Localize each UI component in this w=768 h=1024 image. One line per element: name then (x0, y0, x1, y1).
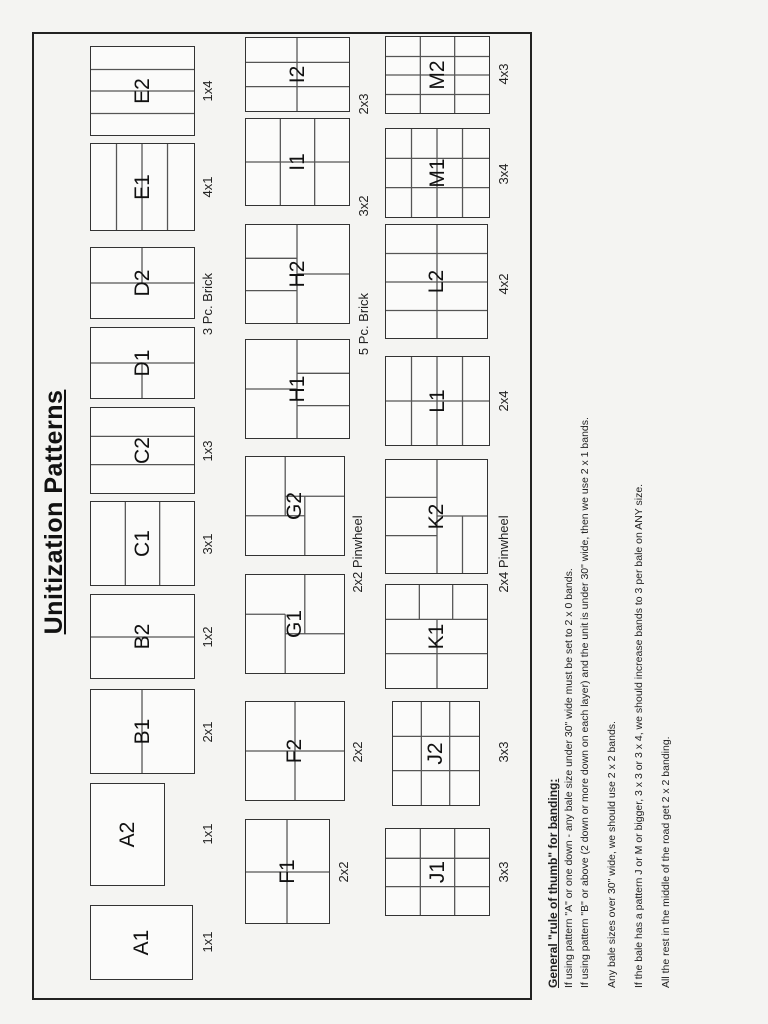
pattern-label: 2x2 (350, 741, 365, 763)
pattern-code: H1 (285, 375, 309, 403)
pattern-i1 (245, 118, 350, 206)
pattern-code: K1 (424, 623, 448, 650)
pattern-label: 1x2 (200, 626, 215, 648)
pattern-i2 (245, 37, 350, 112)
pattern-code: B1 (130, 718, 154, 745)
pattern-code: A1 (129, 929, 153, 956)
pattern-a2 (90, 783, 165, 886)
pattern-label: 3x3 (496, 741, 511, 763)
pattern-m2 (385, 36, 490, 114)
pattern-code: K2 (424, 503, 448, 530)
pattern-e1 (90, 143, 195, 231)
pattern-k1 (385, 584, 488, 689)
notes-line: If using pattern "B" or above (2 down or more down on each layer) and the unit is under 30" wide, then we use 2 x 1 bands. (578, 417, 591, 988)
notes-heading: General "rule of thumb" for banding: (546, 778, 560, 988)
pattern-label: 1x4 (200, 80, 215, 102)
pattern-code: C1 (130, 530, 154, 557)
pattern-code: L1 (425, 389, 449, 413)
pattern-label: 2x2 Pinwheel (350, 515, 365, 593)
pattern-k2 (385, 459, 488, 574)
pattern-code: I2 (285, 65, 309, 84)
pattern-code: L2 (424, 269, 448, 294)
pattern-m1 (385, 128, 490, 218)
pattern-j1 (385, 828, 490, 916)
pattern-j2 (392, 701, 480, 806)
banding-notes (545, 28, 674, 988)
pattern-label: 4x1 (200, 176, 215, 198)
pattern-code: C2 (130, 437, 154, 464)
pattern-label: 4x2 (496, 273, 511, 295)
pattern-b1 (90, 689, 195, 774)
pattern-code: D1 (130, 349, 154, 377)
pattern-label: 3x1 (200, 533, 215, 555)
pattern-g1 (245, 574, 345, 674)
pattern-label: 1x3 (200, 440, 215, 462)
pattern-h2 (245, 224, 350, 324)
pattern-label: 2x2 (336, 861, 351, 883)
pattern-label: 2x3 (356, 93, 371, 115)
pattern-label: 3x3 (496, 861, 511, 883)
pattern-label: 2x4 Pinwheel (496, 515, 511, 593)
pattern-label: 2x4 (496, 390, 511, 412)
pattern-l1 (385, 356, 490, 446)
pattern-code: A2 (115, 821, 139, 848)
pattern-code: M2 (425, 60, 449, 90)
pattern-l2 (385, 224, 488, 339)
pattern-code: J2 (424, 742, 447, 765)
pattern-d2 (90, 247, 195, 319)
pattern-code: B2 (130, 623, 154, 650)
pattern-label: 5 Pc. Brick (356, 292, 371, 356)
notes-line: All the rest in the middle of the road get 2 x 2 banding. (660, 736, 673, 988)
pattern-code: E2 (130, 78, 154, 104)
pattern-label: 2x1 (200, 721, 215, 743)
notes-line: If the bale has a pattern J or M or bigger, 3 x 3 or 3 x 4, we should increase bands to 3 per bale on ANY size. (633, 483, 646, 988)
pattern-label: 3 Pc. Brick (200, 272, 215, 336)
pattern-c1 (90, 501, 195, 586)
pattern-label: 1x1 (200, 931, 215, 953)
pattern-c2 (90, 407, 195, 494)
pattern-code: I1 (285, 153, 309, 171)
pattern-code: E1 (130, 174, 154, 200)
pattern-label: 3x4 (496, 163, 511, 185)
pattern-code: J1 (425, 860, 449, 884)
notes-line: Any bale sizes over 30" wide, we should use 2 x 2 bands. (605, 721, 618, 988)
pattern-h1 (245, 339, 350, 439)
pattern-code: G1 (283, 610, 306, 639)
pattern-code: H2 (285, 260, 309, 288)
pattern-g2 (245, 456, 345, 556)
pattern-code: D2 (130, 269, 154, 297)
pattern-label: 4x3 (496, 63, 511, 85)
pattern-code: M1 (425, 158, 449, 188)
pattern-d1 (90, 327, 195, 399)
pattern-code: F2 (283, 738, 306, 764)
pattern-f2 (245, 701, 345, 801)
pattern-code: G2 (283, 492, 306, 521)
pattern-label: 3x2 (356, 195, 371, 217)
pattern-f1 (245, 819, 330, 924)
pattern-b2 (90, 594, 195, 679)
pattern-label: 1x1 (200, 823, 215, 845)
pattern-a1 (90, 905, 193, 980)
page-title: Unitization Patterns (40, 389, 68, 635)
pattern-code: F1 (275, 859, 299, 884)
notes-line: If using pattern "A" or one down - any bale size under 30" wide must be set to 2 x 0 bands. (563, 568, 576, 988)
pattern-e2 (90, 46, 195, 136)
